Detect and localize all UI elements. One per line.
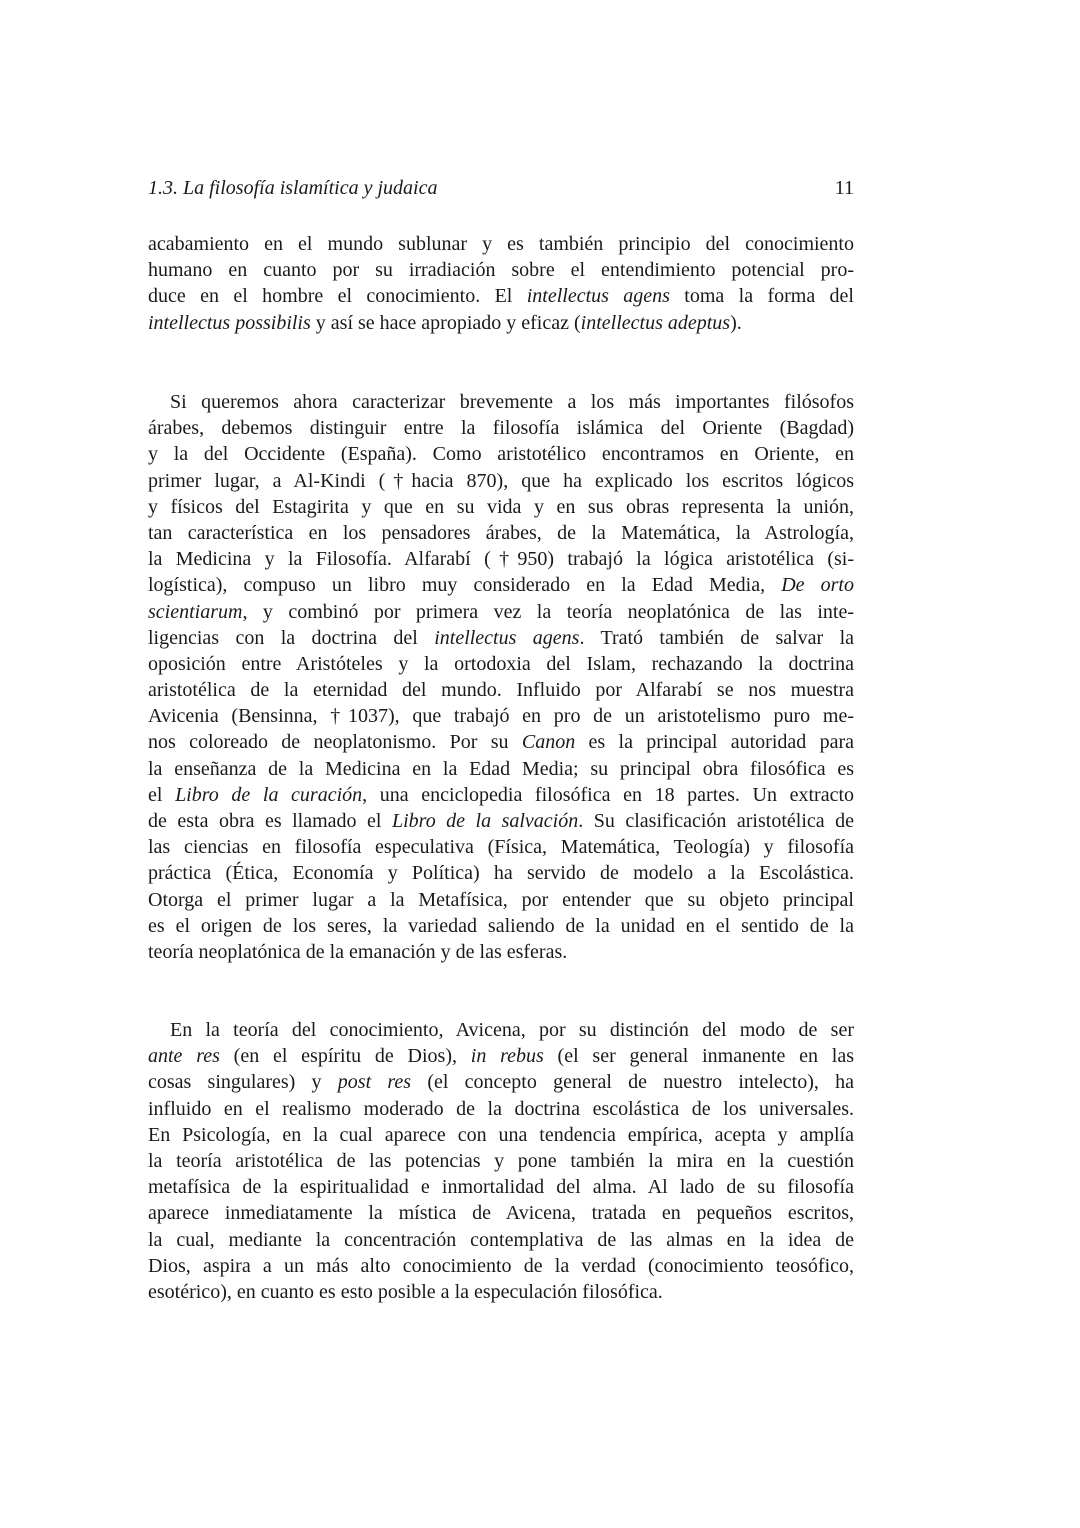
text-run: aristotélica de la eternidad del mundo. Influido por Alfarabí se nos muestra xyxy=(148,679,854,702)
text-line xyxy=(148,625,854,651)
text-line xyxy=(148,808,854,834)
text-run: cosas singulares) y xyxy=(148,1071,338,1094)
text-run: es la principal autoridad para xyxy=(575,731,854,754)
text-line xyxy=(148,1017,854,1043)
text-line xyxy=(148,651,854,677)
text-run: ligencias con la doctrina del xyxy=(148,626,435,649)
italic-term: intellectus agens xyxy=(434,626,580,649)
text-run: Avicenia (Bensinna, †1037), que trabajó en pro de un aristotelismo puro me- xyxy=(148,705,854,728)
text-run: tan característica en los pensadores árabes, de la Matemática, la Astrología, xyxy=(148,521,854,544)
text-run: nos coloreado de neoplatonismo. Por su xyxy=(148,731,522,754)
text-line xyxy=(148,782,854,808)
text-run: oposición entre Aristóteles y la ortodoxia del Islam, rechazando la doctrina xyxy=(148,652,854,675)
text-line xyxy=(148,1227,854,1253)
text-line xyxy=(148,939,854,965)
text-line xyxy=(148,520,854,546)
text-run: el xyxy=(148,783,176,806)
text-run: Otorga el primer lugar a la Metafísica, por entender que su objeto principal xyxy=(148,888,854,911)
text-line xyxy=(148,283,854,309)
text-run: esotérico), en cuanto es esto posible a la especulación filosófica. xyxy=(148,1280,663,1303)
text-line xyxy=(148,572,854,598)
text-run: la Medicina y la Filosofía. Alfarabí (†950) trabajó la lógica aristotélica (si- xyxy=(148,548,854,571)
text-run: En Psicología, en la cual aparece con una tendencia empírica, acepta y amplía xyxy=(148,1123,854,1146)
italic-term: Libro de la salvación xyxy=(391,810,579,832)
text-run: de esta obra es llamado el xyxy=(148,810,392,832)
text-run: (en el espíritu de Dios), xyxy=(219,1045,471,1068)
page-number: 11 xyxy=(834,177,854,199)
text-run: duce en el hombre el conocimiento. El xyxy=(148,285,527,308)
text-line xyxy=(148,1096,854,1122)
text-run: y físicos del Estagirita y que en su vida y en sus obras representa la unión, xyxy=(148,495,854,518)
text-line xyxy=(148,1122,854,1148)
text-run: Si queremos ahora caracterizar brevemente a los más importantes filósofos xyxy=(170,391,854,413)
text-run: ). xyxy=(730,311,742,334)
text-run: es el origen de los seres, la variedad saliendo de la unidad en el sentido de la xyxy=(148,914,854,937)
paragraph xyxy=(148,231,854,336)
text-line xyxy=(148,599,854,625)
text-line xyxy=(148,887,854,913)
text-line xyxy=(148,1200,854,1226)
text-line xyxy=(148,389,854,415)
text-run: logística), compuso un libro muy considerado en la Edad Media, xyxy=(148,574,782,597)
italic-term: intellectus possibilis xyxy=(148,311,311,334)
text-line xyxy=(148,913,854,939)
text-run: teoría neoplatónica de la emanación y de las esferas. xyxy=(148,940,568,963)
text-line xyxy=(148,310,854,336)
text-run: árabes, debemos distinguir entre la filosofía islámica del Oriente (Bagdad) xyxy=(148,417,854,440)
text-line xyxy=(148,468,854,494)
italic-term: in rebus xyxy=(470,1045,544,1068)
text-run: acabamiento en el mundo sublunar y es también principio del conocimiento xyxy=(148,233,854,255)
text-run: la enseñanza de la Medicina en la Edad Media; su principal obra filosófica es xyxy=(148,757,854,780)
italic-term: De orto xyxy=(781,574,854,597)
text-run: aparece inmediatamente la mística de Avicena, tratada en pequeños escritos, xyxy=(148,1202,854,1225)
text-run: la teoría aristotélica de las potencias y pone también la mira en la cuestión xyxy=(148,1149,854,1172)
running-head xyxy=(148,174,854,202)
text-line xyxy=(148,729,854,755)
text-line xyxy=(148,860,854,886)
paragraph xyxy=(148,389,854,965)
text-line xyxy=(148,756,854,782)
text-run: (el concepto general de nuestro intelecto), ha xyxy=(411,1071,855,1094)
italic-term: scientiarum xyxy=(148,600,243,623)
text-line xyxy=(148,703,854,729)
text-run: . Trató también de salvar la xyxy=(579,626,855,649)
section-title: 1.3. La filosofía islamítica y judaica xyxy=(148,177,438,199)
paragraph xyxy=(148,1017,854,1305)
text-line xyxy=(148,1043,854,1069)
text-run: primer lugar, a Al-Kindi (†hacia 870), que ha explicado los escritos lógicos xyxy=(148,469,854,492)
italic-term: ante res xyxy=(148,1045,220,1068)
text-run: toma la forma del xyxy=(669,285,854,308)
italic-term: intellectus agens xyxy=(526,285,670,308)
text-line xyxy=(148,677,854,703)
text-run: metafísica de la espiritualidad e inmortalidad del alma. Al lado de su filosofía xyxy=(148,1176,854,1199)
text-run: la cual, mediante la concentración contemplativa de las almas en la idea de xyxy=(148,1228,854,1251)
text-run: práctica (Ética, Economía y Política) ha servido de modelo a la Escolástica. xyxy=(148,862,854,885)
text-run: y así se hace apropiado y eficaz ( xyxy=(310,311,581,334)
text-run: influido en el realismo moderado de la doctrina escolástica de los universales. xyxy=(148,1097,854,1120)
text-run: , una enciclopedia filosófica en 18 partes. Un extracto xyxy=(362,783,855,806)
text-line xyxy=(148,834,854,860)
text-run: y la del Occidente (España). Como aristotélico encontramos en Oriente, en xyxy=(148,443,854,466)
text-line xyxy=(148,257,854,283)
text-line xyxy=(148,1069,854,1095)
italic-term: post res xyxy=(337,1071,412,1094)
text-line xyxy=(148,1253,854,1279)
italic-term: Canon xyxy=(521,731,576,754)
text-run: humano en cuanto por su irradiación sobre el entendimiento potencial pro- xyxy=(148,259,854,282)
text-line xyxy=(148,415,854,441)
text-run: En la teoría del conocimiento, Avicena, por su distinción del modo de ser xyxy=(170,1019,854,1041)
text-run: . Su clasificación aristotélica de xyxy=(578,810,854,832)
text-line xyxy=(148,441,854,467)
text-line xyxy=(148,546,854,572)
text-line xyxy=(148,494,854,520)
text-run: , y combinó por primera vez la teoría neoplatónica de las inte- xyxy=(242,600,854,623)
text-line xyxy=(148,231,854,257)
italic-term: intellectus adeptus xyxy=(580,311,731,334)
text-run: (el ser general inmanente en las xyxy=(543,1045,855,1068)
text-run: Dios, aspira a un más alto conocimiento de la verdad (conocimiento teosófico, xyxy=(148,1254,854,1277)
text-line xyxy=(148,1279,854,1305)
text-line xyxy=(148,1174,854,1200)
text-line xyxy=(148,1148,854,1174)
italic-term: Libro de la curación xyxy=(175,783,363,806)
text-run: las ciencias en filosofía especulativa (Física, Matemática, Teología) y filosofía xyxy=(148,836,854,859)
